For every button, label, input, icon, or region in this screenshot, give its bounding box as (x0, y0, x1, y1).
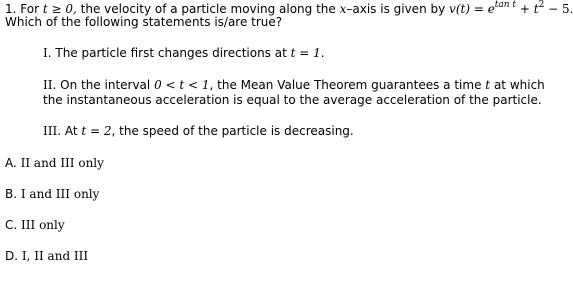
statement-1-text-after: . (320, 46, 325, 60)
statement-3-numeral: III. (43, 124, 62, 138)
statement-2-math: 0 < t < 1 (154, 78, 210, 92)
choice-d-letter: D. (5, 249, 19, 263)
question-prompt: Which of the following statements is/are true? (5, 15, 283, 29)
question-intro: For (20, 2, 40, 16)
choice-d-text: I, II and III (21, 249, 89, 263)
velocity-function-end: − 5. (548, 2, 573, 16)
statement-2-text-after: at which the instantaneous acceleration is equal to the average acceleration of the particle. (43, 78, 545, 107)
statement-3-text-after: , the speed of the particle is decreasing. (111, 124, 354, 138)
statement-1-numeral: I. (43, 46, 52, 60)
question-axis-suffix: –axis is given by (346, 2, 446, 16)
choice-b-letter: B. (5, 187, 18, 201)
choice-b-text: I and III only (20, 187, 100, 201)
statement-2-text-before: On the interval (60, 78, 151, 92)
choice-a[interactable] (5, 156, 104, 171)
question-number: 1. (5, 2, 17, 16)
question-axis: x (339, 2, 347, 16)
statement-2 (43, 78, 558, 108)
choice-b[interactable] (5, 187, 99, 202)
statement-3 (43, 124, 558, 139)
question-intro-middle: the velocity of a particle moving along the (80, 2, 336, 16)
velocity-exponent: tan t (494, 0, 517, 10)
choice-a-text: II and III only (20, 156, 104, 170)
statement-3-math: t = 2 (81, 124, 112, 138)
question-condition: t ≥ 0, (42, 2, 77, 16)
statement-1 (43, 46, 558, 61)
choice-c[interactable] (5, 218, 65, 233)
statement-2-text-mid: , the Mean Value Theorem guarantees a time (209, 78, 482, 92)
statement-1-math: t = 1 (290, 46, 321, 60)
choice-c-text: III only (21, 218, 65, 232)
choice-d[interactable] (5, 249, 88, 264)
question-stem-line1 (5, 2, 573, 16)
velocity-function-rest: + t (519, 2, 539, 16)
statement-1-text-before: The particle first changes directions at (55, 46, 287, 60)
statement-2-math2: t (485, 78, 491, 92)
choice-a-letter: A. (5, 156, 17, 170)
velocity-function: v(t) = e (449, 2, 495, 16)
statement-3-text-before: At (64, 124, 78, 138)
t-squared-exponent: 2 (538, 0, 545, 10)
statement-2-numeral: II. (43, 78, 57, 92)
choice-c-letter: C. (5, 218, 18, 232)
